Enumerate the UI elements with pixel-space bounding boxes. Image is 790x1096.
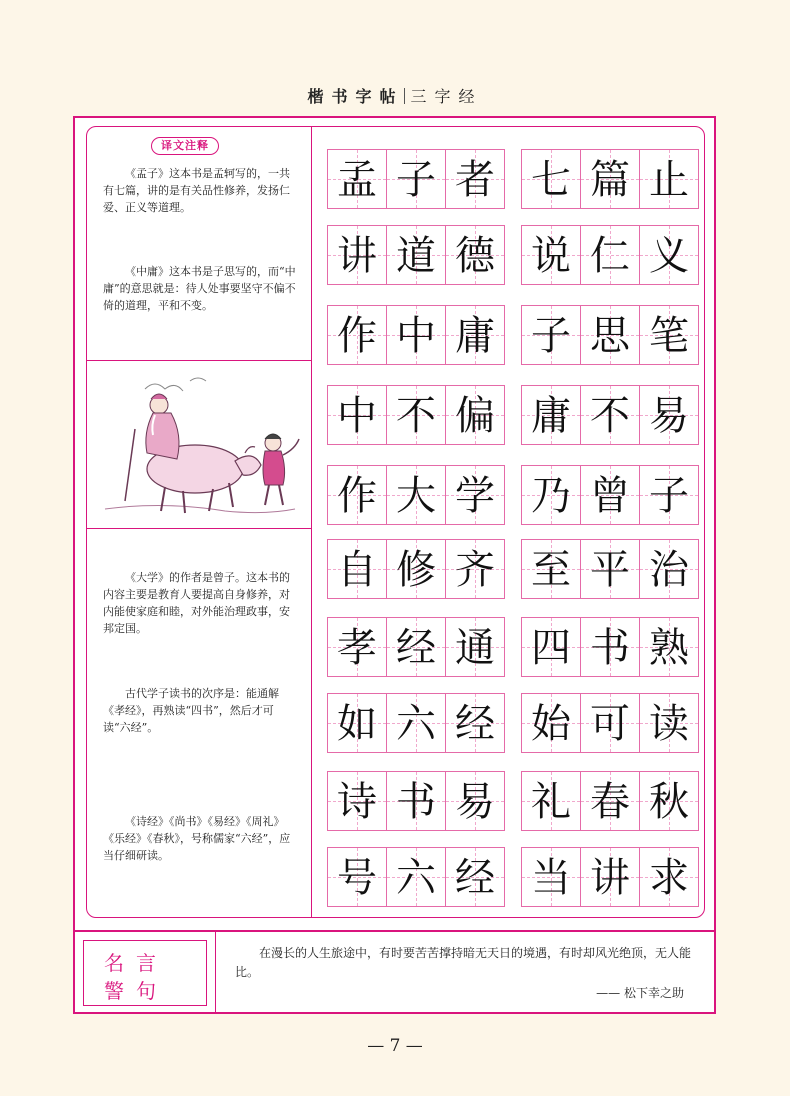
grid-cell <box>445 385 505 445</box>
grid-character: 思 <box>590 313 630 359</box>
grid-character: 熟 <box>649 625 689 671</box>
grid-character: 可 <box>590 701 630 747</box>
grid-cell <box>386 693 446 753</box>
grid-row <box>327 539 707 599</box>
grid-character: 修 <box>396 547 436 593</box>
grid-character: 偏 <box>455 393 495 439</box>
grid-character: 说 <box>531 233 571 279</box>
grid-group <box>327 771 504 831</box>
grid-group <box>521 385 698 445</box>
grid-cell <box>445 149 505 209</box>
grid-character: 乃 <box>531 473 571 519</box>
grid-cell <box>327 617 387 677</box>
grid-character: 德 <box>455 233 495 279</box>
grid-group <box>521 617 698 677</box>
page-header <box>0 84 790 114</box>
grid-character: 六 <box>396 855 436 901</box>
grid-cell <box>580 305 640 365</box>
grid-character: 庸 <box>531 393 571 439</box>
grid-cell <box>580 225 640 285</box>
quote-text: 在漫长的人生旅途中，有时要苦苦撑持暗无天日的境遇，有时却风光绝顶，无人能比。 <box>235 946 692 979</box>
grid-character: 书 <box>396 779 436 825</box>
grid-cell <box>386 465 446 525</box>
grid-cell <box>327 847 387 907</box>
grid-cell <box>639 693 699 753</box>
grid-character: 经 <box>455 855 495 901</box>
grid-cell <box>521 465 581 525</box>
grid-cell <box>386 225 446 285</box>
grid-cell <box>521 771 581 831</box>
grid-cell <box>327 305 387 365</box>
quote-tag-line2: 警句 <box>104 979 168 1003</box>
note-zhongyong: 《中庸》这本书是子思写的，而“中庸”的意思就是：待人处事要坚守不偏不倚的道理，平和不变。 <box>103 265 296 312</box>
grid-character: 礼 <box>531 779 571 825</box>
grid-group <box>327 539 504 599</box>
grid-character: 仁 <box>590 233 630 279</box>
grid-character: 经 <box>396 625 436 671</box>
grid-cell <box>521 385 581 445</box>
note-reading-order: 古代学子读书的次序是：能通解《孝经》，再熟读“四书”，然后才可读“六经”。 <box>103 687 279 734</box>
note-box-bottom <box>87 529 311 919</box>
grid-character: 至 <box>531 547 571 593</box>
grid-cell <box>639 847 699 907</box>
practice-panel <box>86 126 705 918</box>
grid-character: 不 <box>590 393 630 439</box>
note-six-classics: 《诗经》《尚书》《易经》《周礼》《乐经》《春秋》，号称儒家“六经”，应当仔细研读。 <box>103 815 291 862</box>
grid-group <box>521 693 698 753</box>
scholar-ox-illustration <box>95 369 305 521</box>
grid-cell <box>386 617 446 677</box>
grid-character: 作 <box>337 473 377 519</box>
illustration-box <box>87 361 311 529</box>
grid-cell <box>639 225 699 285</box>
grid-cell <box>580 847 640 907</box>
header-subtitle: 三字经 <box>410 87 483 106</box>
grid-character: 学 <box>455 473 495 519</box>
grid-cell <box>386 847 446 907</box>
grid-character: 大 <box>396 473 436 519</box>
grid-cell <box>580 617 640 677</box>
grid-character: 不 <box>396 393 436 439</box>
grid-character: 齐 <box>455 547 495 593</box>
grid-group <box>521 465 698 525</box>
grid-character: 书 <box>590 625 630 671</box>
grid-cell <box>327 149 387 209</box>
grid-group <box>521 149 698 209</box>
grid-character: 义 <box>649 233 689 279</box>
grid-character: 篇 <box>590 157 630 203</box>
grid-group <box>327 305 504 365</box>
grid-cell <box>639 539 699 599</box>
grid-cell <box>327 539 387 599</box>
grid-character: 自 <box>337 547 377 593</box>
grid-row <box>327 305 707 365</box>
grid-cell <box>639 385 699 445</box>
grid-character: 中 <box>396 313 436 359</box>
grid-character: 止 <box>649 157 689 203</box>
grid-cell <box>445 539 505 599</box>
grid-character: 曾 <box>590 473 630 519</box>
grid-character: 中 <box>337 393 377 439</box>
grid-group <box>521 771 698 831</box>
grid-character: 易 <box>455 779 495 825</box>
grid-cell <box>521 305 581 365</box>
note-mencius: 《孟子》这本书是孟轲写的，一共有七篇，讲的是有关品性修养，发扬仁爱、正义等道理。 <box>103 167 290 214</box>
grid-character: 七 <box>531 157 571 203</box>
grid-cell <box>445 617 505 677</box>
grid-cell <box>445 225 505 285</box>
grid-character: 号 <box>337 855 377 901</box>
grid-character: 笔 <box>649 313 689 359</box>
grid-cell <box>445 847 505 907</box>
grid-character: 诗 <box>337 779 377 825</box>
grid-cell <box>521 693 581 753</box>
grid-character: 庸 <box>455 313 495 359</box>
grid-cell <box>580 465 640 525</box>
grid-cell <box>327 385 387 445</box>
note-daxue: 《大学》的作者是曾子。这本书的内容主要是教育人要提高自身修养，对内能使家庭和睦，对外能治理政事，安邦定国。 <box>103 571 290 635</box>
grid-row <box>327 693 707 753</box>
content-frame <box>73 116 716 1014</box>
grid-cell <box>386 149 446 209</box>
quote-section <box>75 930 714 1012</box>
grid-character: 讲 <box>590 855 630 901</box>
grid-cell <box>521 617 581 677</box>
grid-row <box>327 465 707 525</box>
quote-divider <box>215 932 216 1014</box>
grid-group <box>327 847 504 907</box>
grid-group <box>327 225 504 285</box>
notes-column <box>87 127 311 917</box>
grid-character: 四 <box>531 625 571 671</box>
grid-character: 六 <box>396 701 436 747</box>
grid-character: 秋 <box>649 779 689 825</box>
grid-row <box>327 847 707 907</box>
grid-row <box>327 225 707 285</box>
grid-character: 作 <box>337 313 377 359</box>
grid-cell <box>445 465 505 525</box>
grid-character: 求 <box>649 855 689 901</box>
grid-cell <box>327 693 387 753</box>
grid-cell <box>521 149 581 209</box>
grid-character: 当 <box>531 855 571 901</box>
grid-row <box>327 149 707 209</box>
grid-row <box>327 617 707 677</box>
grid-cell <box>521 225 581 285</box>
grid-group <box>521 305 698 365</box>
header-divider <box>404 88 405 104</box>
grid-character: 孟 <box>337 157 377 203</box>
grid-row <box>327 771 707 831</box>
quote-tag <box>83 940 207 1006</box>
grid-cell <box>445 693 505 753</box>
grid-cell <box>386 539 446 599</box>
grid-cell <box>327 465 387 525</box>
grid-cell <box>580 693 640 753</box>
grid-cell <box>580 149 640 209</box>
grid-character: 道 <box>396 233 436 279</box>
grid-cell <box>580 385 640 445</box>
grid-cell <box>445 305 505 365</box>
grid-character: 孝 <box>337 625 377 671</box>
grid-character: 讲 <box>337 233 377 279</box>
grid-cell <box>521 847 581 907</box>
grid-cell <box>386 771 446 831</box>
column-divider <box>311 127 312 917</box>
grid-character: 子 <box>649 473 689 519</box>
grid-character: 者 <box>455 157 495 203</box>
page-number: — 7 — <box>367 1036 423 1056</box>
grid-character: 子 <box>531 313 571 359</box>
grid-group <box>521 225 698 285</box>
grid-group <box>327 465 504 525</box>
grid-group <box>521 847 698 907</box>
grid-cell <box>580 771 640 831</box>
grid-cell <box>445 771 505 831</box>
grid-character: 读 <box>649 701 689 747</box>
notes-badge: 译文注释 <box>151 137 219 155</box>
quote-tag-line1: 名言 <box>104 951 168 975</box>
grid-character: 通 <box>455 625 495 671</box>
header-title: 楷书字帖 <box>307 87 404 106</box>
grid-group <box>327 617 504 677</box>
grid-group <box>327 385 504 445</box>
grid-cell <box>580 539 640 599</box>
grid-cell <box>386 305 446 365</box>
grid-cell <box>327 225 387 285</box>
grid-group <box>327 149 504 209</box>
grid-cell <box>639 771 699 831</box>
grid-cell <box>639 305 699 365</box>
grid-character: 子 <box>396 157 436 203</box>
grid-character: 平 <box>590 547 630 593</box>
grid-cell <box>327 771 387 831</box>
grid-cell <box>639 617 699 677</box>
grid-cell <box>521 539 581 599</box>
grid-character: 始 <box>531 701 571 747</box>
grid-cell <box>639 465 699 525</box>
grid-cell <box>639 149 699 209</box>
quote-author: —— 松下幸之助 <box>596 986 684 1000</box>
grid-character: 易 <box>649 393 689 439</box>
grid-character: 春 <box>590 779 630 825</box>
grid-character: 如 <box>337 701 377 747</box>
grid-group <box>521 539 698 599</box>
grid-character: 治 <box>649 547 689 593</box>
grid-group <box>327 693 504 753</box>
note-box-top <box>87 127 311 361</box>
grid-cell <box>386 385 446 445</box>
grid-row <box>327 385 707 445</box>
grid-character: 经 <box>455 701 495 747</box>
